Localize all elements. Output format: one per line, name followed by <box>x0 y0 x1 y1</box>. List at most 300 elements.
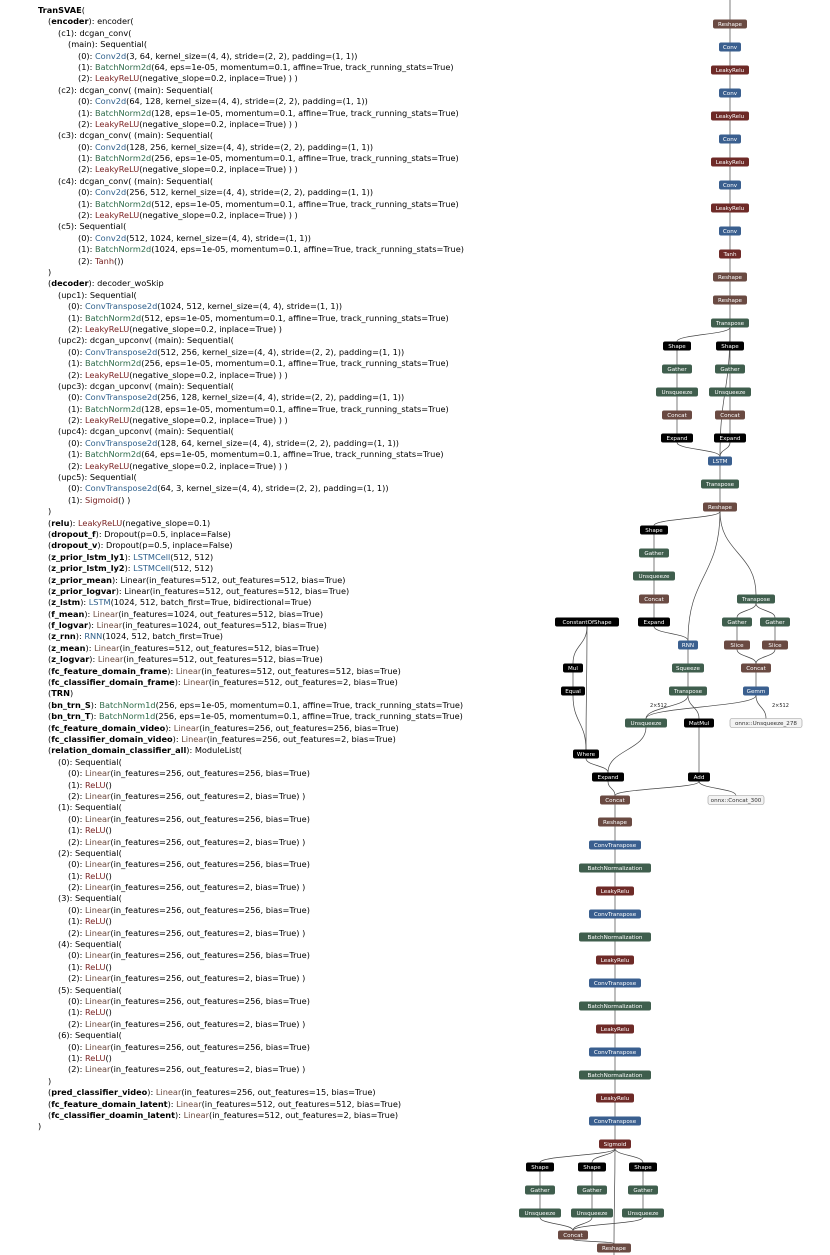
graph-node-gemm <box>743 687 769 696</box>
graph-node-convtranspose <box>589 910 641 919</box>
node-label: Gather <box>644 550 664 557</box>
node-label: Gather <box>765 619 785 626</box>
code-token: (3, 64, kernel_size=(4, 4), stride=(2, 2), padding=(1, 1)) <box>126 50 358 61</box>
code-token: (512, 512) <box>170 563 214 574</box>
code-token: (0): <box>78 232 95 243</box>
code-token: (c4): dcgan_conv( (main): Sequential( <box>58 175 214 186</box>
code-token: ): Dropout(p=0.5, inplace=False) <box>97 540 233 551</box>
code-token: ): <box>84 608 93 619</box>
code-token: (1024, 512, batch_first=True) <box>102 631 224 642</box>
code-token: () ) <box>118 494 131 505</box>
code-token: ReLU <box>84 779 106 790</box>
graph-node-unsqueeze <box>622 1209 664 1218</box>
node-label: LeakyRelu <box>715 205 745 212</box>
code-token: ): <box>124 551 134 562</box>
code-token: (64, eps=1e-05, momentum=0.1, affine=True, track_running_stats=True) <box>141 449 444 460</box>
code-token: BatchNorm2d <box>84 449 142 460</box>
node-label: Squeeze <box>676 665 700 672</box>
code-token: ( <box>48 540 52 551</box>
node-label: Gather <box>720 366 740 373</box>
code-token: BatchNorm2d <box>94 198 152 209</box>
graph-edge <box>615 782 699 796</box>
node-label: Shape <box>583 1164 601 1171</box>
code-token: ReLU <box>84 1052 106 1063</box>
code-token: Linear <box>175 665 202 676</box>
graph-node-expand <box>638 618 670 627</box>
graph-node-unsqueeze <box>633 572 675 581</box>
code-token: (2): <box>68 790 85 801</box>
code-token: ( <box>48 551 52 562</box>
node-label: Transpose <box>741 596 771 603</box>
graph-node-leakyrelu <box>711 66 749 75</box>
code-token: z_prior_lstm_ly1 <box>51 551 125 562</box>
code-token: dropout_v <box>51 540 98 551</box>
graph-node-mul <box>563 664 583 673</box>
code-token: (0): <box>68 437 85 448</box>
graph-node-shape <box>629 1163 657 1172</box>
node-label: Concat <box>605 797 625 804</box>
graph-node-gather <box>639 549 669 558</box>
code-token: Conv2d <box>94 96 127 107</box>
code-token: ( <box>48 631 52 642</box>
code-token: ): encoder( <box>88 16 134 27</box>
node-label: ConvTranspose <box>593 980 637 987</box>
code-token: (4): Sequential( <box>58 939 122 950</box>
node-label: Shape <box>531 1164 549 1171</box>
code-token: (in_features=256, out_features=256, bias=True) <box>110 995 310 1006</box>
code-token: (in_features=1024, out_features=512, bias=True) <box>122 620 327 631</box>
graph-node-matmul <box>684 719 714 728</box>
code-token: () <box>105 1052 112 1063</box>
code-token: ( <box>48 1109 52 1120</box>
code-token: (1): <box>78 244 95 255</box>
code-token: ): decoder_woSkip <box>88 278 164 289</box>
output-label: onnx::Unsqueeze_278 <box>735 720 797 727</box>
graph-edge <box>756 604 775 618</box>
graph-node-conv <box>719 89 741 98</box>
code-token: (negative_slope=0.2, inplace=True) ) ) <box>139 118 298 129</box>
code-token: (512, 1024, kernel_size=(4, 4), stride=(1, 1)) <box>126 232 311 243</box>
code-token: (in_features=256, out_features=256, bias=True) <box>110 950 310 961</box>
graph-node-reshape <box>713 273 747 282</box>
code-token: fc_feature_domain_video <box>51 722 166 733</box>
code-token: BatchNorm2d <box>84 312 142 323</box>
graph-node-concat <box>662 411 692 420</box>
code-token: ( <box>48 1098 52 1109</box>
code-token: z_prior_lstm_ly2 <box>51 563 125 574</box>
code-token: ( <box>48 711 52 722</box>
code-token: (in_features=512, out_features=512, bias=True) <box>201 1098 402 1109</box>
code-token: BatchNorm1d <box>99 699 156 710</box>
node-label: Reshape <box>602 1245 626 1252</box>
node-label: Conv <box>722 90 738 97</box>
code-token: ()) <box>114 255 124 266</box>
node-label: Slice <box>768 642 782 649</box>
node-label: Gather <box>727 619 747 626</box>
graph-node-rnn <box>678 641 698 650</box>
code-token: (0): <box>68 813 85 824</box>
node-label: LeakyRelu <box>715 159 745 166</box>
node-label: ConvTranspose <box>593 1049 637 1056</box>
code-token: (512, 512) <box>170 551 214 562</box>
graph-edge <box>540 1218 573 1231</box>
code-token: (negative_slope=0.2, inplace=True) ) ) <box>139 164 298 175</box>
node-label: Unsqueeze <box>638 573 670 580</box>
code-token: (in_features=256, out_features=2, bias=True) ) <box>110 836 306 847</box>
code-token: ( <box>48 699 52 710</box>
graph-node-gather <box>715 365 745 374</box>
code-token: Conv2d <box>94 50 127 61</box>
code-token: LeakyReLU <box>94 73 140 84</box>
code-token: Linear <box>84 950 111 961</box>
graph-node-reshape <box>703 503 737 512</box>
code-token: Linear <box>84 1018 111 1029</box>
graph-edge <box>688 512 720 641</box>
node-label: Unsqueeze <box>714 389 746 396</box>
code-token: (negative_slope=0.2, inplace=True) ) ) <box>139 73 298 84</box>
code-token: (0): <box>68 392 85 403</box>
graph-node-leakyrelu <box>711 112 749 121</box>
graph-node-concat <box>715 411 745 420</box>
node-label: Conv <box>722 136 738 143</box>
graph-node-gather <box>577 1186 607 1195</box>
code-token: Conv2d <box>94 141 127 152</box>
code-token: (in_features=256, out_features=2, bias=True) ) <box>110 882 306 893</box>
code-token: relation_domain_classifier_all <box>51 745 187 756</box>
graph-edge <box>756 696 766 719</box>
graph-edge <box>699 782 736 796</box>
code-token: (in_features=256, out_features=2, bias=True) ) <box>110 790 306 801</box>
code-token: Linear <box>176 1098 202 1109</box>
code-token: LeakyReLU <box>84 460 130 471</box>
code-token: ): <box>89 654 98 665</box>
code-token: bn_trn_S <box>51 699 91 710</box>
code-token: (128, eps=1e-05, momentum=0.1, affine=True, track_running_stats=True) <box>141 403 449 414</box>
code-token: ( <box>48 278 52 289</box>
code-token: ) <box>69 688 74 699</box>
code-token: ( <box>48 528 52 539</box>
graph-node-gather <box>722 618 752 627</box>
node-label: LeakyRelu <box>715 113 745 120</box>
node-label: Gather <box>633 1187 653 1194</box>
node-label: Add <box>693 774 705 781</box>
code-token: ): <box>172 734 182 744</box>
code-token: LeakyReLU <box>84 415 130 426</box>
node-label: BatchNormalization <box>587 865 643 872</box>
code-token: ( <box>48 654 52 665</box>
code-token: (negative_slope=0.1) <box>122 517 211 528</box>
node-label: Concat <box>644 596 664 603</box>
graph-edge <box>756 650 775 664</box>
node-label: Concat <box>720 412 740 419</box>
code-token: Linear <box>84 1064 111 1075</box>
code-token: ): <box>90 711 100 722</box>
code-token: ( <box>48 722 52 733</box>
code-token: Linear <box>84 882 111 893</box>
node-label: Concat <box>746 665 766 672</box>
node-label: BatchNormalization <box>587 934 643 941</box>
code-token: (in_features=512, out_features=2, bias=True) <box>208 677 398 688</box>
code-token: Linear <box>92 608 119 619</box>
code-token: (in_features=256, out_features=256, bias=True) <box>110 768 310 779</box>
code-token: BatchNorm2d <box>84 403 142 414</box>
code-token: (1): <box>68 825 85 836</box>
graph-node-unsqueeze <box>519 1209 561 1218</box>
graph-node-expand <box>661 434 693 443</box>
node-label: Expand <box>643 619 665 626</box>
node-label: ConstantOfShape <box>562 619 612 626</box>
code-token: (512, 256, kernel_size=(4, 4), stride=(2, 2), padding=(1, 1)) <box>157 346 405 357</box>
node-label: Transpose <box>715 320 745 327</box>
graph-edge <box>654 512 720 526</box>
graph-node-reshape <box>597 1244 631 1253</box>
code-token: (2): <box>68 460 85 471</box>
code-token: (0): <box>68 483 85 494</box>
code-token: BatchNorm2d <box>94 153 152 164</box>
code-token: fc_classifier_domain_video <box>51 734 173 744</box>
code-token: ConvTranspose2d <box>84 301 158 312</box>
code-token: ReLU <box>84 870 106 881</box>
code-token: (3): Sequential( <box>58 893 122 904</box>
code-token: encoder <box>51 16 89 27</box>
code-token: (in_features=256, out_features=15, bias=True) <box>181 1087 376 1098</box>
code-token: (0): <box>68 1041 85 1052</box>
graph-node-conv <box>719 227 741 236</box>
code-token: (1): <box>68 779 85 790</box>
graph-node-concat <box>558 1231 588 1240</box>
code-token: (in_features=256, out_features=2, bias=True) ) <box>110 973 306 984</box>
graph-edge <box>608 782 615 796</box>
node-label: LeakyRelu <box>600 957 630 964</box>
code-token: LeakyReLU <box>78 517 123 528</box>
code-token: (256, 512, kernel_size=(4, 4), stride=(2, 2), padding=(1, 1)) <box>126 187 374 198</box>
code-token: () <box>105 916 112 927</box>
graph-node-unsqueeze <box>656 388 698 397</box>
node-label: BatchNormalization <box>587 1003 643 1010</box>
graph-node-leakyrelu <box>596 1094 634 1103</box>
code-token: (128, 256, kernel_size=(4, 4), stride=(2, 2), padding=(1, 1)) <box>126 141 374 152</box>
code-token: (1024, 512, kernel_size=(4, 4), stride=(1, 1)) <box>157 301 343 312</box>
node-label: Conv <box>722 44 738 51</box>
code-token: ConvTranspose2d <box>84 483 158 494</box>
graph-node-batchnormalization <box>579 1071 651 1080</box>
graph-node-where <box>573 750 599 759</box>
graph-output-node <box>708 796 764 805</box>
code-token: (in_features=512, out_features=512, bias=True) <box>201 665 401 676</box>
node-label: Expand <box>597 774 619 781</box>
code-token: (1024, eps=1e-05, momentum=0.1, affine=True, track_running_stats=True) <box>151 244 464 255</box>
graph-node-reshape <box>598 818 632 827</box>
code-token: fc_classifier_doamin_latent <box>51 1109 176 1120</box>
code-token: ( <box>81 5 85 15</box>
code-token: ( <box>48 688 52 699</box>
code-token: ): <box>167 1098 177 1109</box>
graph-node-slice <box>724 641 750 650</box>
graph-node-shape <box>663 342 691 351</box>
node-label: RNN <box>681 642 695 649</box>
graph-node-constantofshape <box>555 618 619 627</box>
code-token: ): <box>90 699 100 710</box>
code-token: (0): <box>78 96 95 107</box>
code-token: (in_features=512, out_features=512, bias=True) <box>123 654 323 665</box>
code-token: Linear <box>181 734 207 744</box>
code-token: ReLU <box>84 1007 106 1018</box>
code-token: LSTMCell <box>133 563 171 574</box>
code-token: ) <box>48 1075 52 1086</box>
code-token: (c3): dcgan_conv( (main): Sequential( <box>58 130 214 141</box>
graph-node-shape <box>578 1163 606 1172</box>
code-token: (in_features=512, out_features=512, bias=True) <box>119 642 320 653</box>
graph-node-convtranspose <box>589 841 641 850</box>
code-token: (1): <box>68 358 85 369</box>
code-token: (negative_slope=0.2, inplace=True) ) <box>129 323 282 334</box>
node-label: ConvTranspose <box>593 842 637 849</box>
node-label: Sigmoid <box>603 1141 627 1148</box>
code-token: (0): <box>68 995 85 1006</box>
code-token: ( <box>48 1087 52 1098</box>
code-token: (0): <box>68 950 85 961</box>
graph-node-reshape <box>713 20 747 29</box>
graph-node-gather <box>525 1186 555 1195</box>
code-token: (in_features=256, out_features=256, bias=True) <box>110 904 310 915</box>
code-token: ): <box>88 620 97 631</box>
code-token: (in_features=512, out_features=2, bias=True) <box>209 1109 399 1120</box>
code-token: (256, eps=1e-05, momentum=0.1, affine=True, track_running_stats=True) <box>141 358 449 369</box>
code-token: (main): Sequential( <box>68 39 148 50</box>
code-token: Conv2d <box>94 232 127 243</box>
code-token: ): Dropout(p=0.5, inplace=False) <box>95 528 231 539</box>
code-token: (1): <box>68 312 85 323</box>
code-token: (1): <box>68 494 85 505</box>
code-token: (negative_slope=0.2, inplace=True) ) ) <box>139 210 298 221</box>
edge-shape-label: 2×512 <box>650 703 667 709</box>
code-token: bn_trn_T <box>51 711 91 722</box>
code-token: Linear <box>84 790 111 801</box>
graph-node-gather <box>628 1186 658 1195</box>
node-label: Transpose <box>705 481 735 488</box>
code-token: (0): <box>78 50 95 61</box>
code-token: ): <box>167 665 176 676</box>
code-token: ): <box>69 517 78 528</box>
code-token: () <box>105 870 112 881</box>
node-label: Mul <box>568 665 578 672</box>
code-token: (in_features=256, out_features=2, bias=True) ) <box>110 927 306 938</box>
code-token: Conv2d <box>94 187 127 198</box>
code-token: BatchNorm2d <box>94 107 152 118</box>
code-token: (c1): dcgan_conv( <box>58 27 132 38</box>
graph-node-batchnormalization <box>579 933 651 942</box>
code-token: (0): <box>68 904 85 915</box>
code-token: (1): <box>78 107 95 118</box>
graph-edge <box>654 627 688 641</box>
code-token: (1): <box>68 403 85 414</box>
code-token: (1): <box>68 1052 85 1063</box>
graph-node-gather <box>760 618 790 627</box>
code-token: TranSVAE <box>38 5 82 15</box>
code-token: BatchNorm2d <box>94 244 152 255</box>
output-label: onnx::Concat_300 <box>710 797 762 804</box>
code-token: (512, eps=1e-05, momentum=0.1, affine=True, track_running_stats=True) <box>141 312 449 323</box>
code-token: z_lstm <box>51 597 81 608</box>
code-token: z_prior_logvar <box>51 585 116 596</box>
code-token: (2): <box>68 369 85 380</box>
graph-edge <box>615 1149 643 1163</box>
node-label: Conv <box>722 182 738 189</box>
node-label: Unsqueeze <box>661 389 693 396</box>
graph-edge <box>573 1240 614 1244</box>
code-token: ( <box>48 677 52 688</box>
code-token: ConvTranspose2d <box>84 392 158 403</box>
code-token: (in_features=256, out_features=256, bias=True) <box>110 813 310 824</box>
node-label: Expand <box>666 435 688 442</box>
code-token: Linear <box>84 859 111 870</box>
code-token: (upc1): Sequential( <box>58 289 137 300</box>
graph-node-unsqueeze <box>709 388 751 397</box>
node-label: Transpose <box>673 688 703 695</box>
code-token: Linear <box>84 904 111 915</box>
code-token: Linear <box>84 813 111 824</box>
code-token: Tanh <box>94 255 115 266</box>
code-token: (2): <box>68 1018 85 1029</box>
code-token: (in_features=256, out_features=256, bias=True) <box>110 1041 310 1052</box>
graph-node-batchnormalization <box>579 1002 651 1011</box>
code-token: z_prior_mean <box>51 574 112 585</box>
node-label: Unsqueeze <box>524 1210 556 1217</box>
code-token: Linear <box>97 654 124 665</box>
code-token: (512, eps=1e-05, momentum=0.1, affine=True, track_running_stats=True) <box>151 198 459 209</box>
code-token: ): ModuleList( <box>186 745 243 756</box>
node-label: BatchNormalization <box>587 1072 643 1079</box>
code-token: (2): <box>78 164 95 175</box>
node-label: Reshape <box>708 504 732 511</box>
code-token: BatchNorm2d <box>94 61 152 72</box>
graph-node-unsqueeze <box>625 719 667 728</box>
code-token: Linear <box>96 620 123 631</box>
graph-node-shape <box>526 1163 554 1172</box>
code-token: ( <box>48 620 52 631</box>
code-token: Linear <box>183 1109 210 1120</box>
code-token: (128, 64, kernel_size=(4, 4), stride=(2, 2), padding=(1, 1)) <box>157 437 399 448</box>
code-token: LeakyReLU <box>84 369 130 380</box>
code-token: (1): <box>68 1007 85 1018</box>
graph-node-conv <box>719 43 741 52</box>
graph-node-equal <box>561 687 585 696</box>
code-token: LeakyReLU <box>94 164 140 175</box>
code-token: Linear <box>84 1041 111 1052</box>
graph-edge <box>608 728 646 773</box>
node-label: Unsqueeze <box>630 720 662 727</box>
graph-node-transpose <box>701 480 739 489</box>
graph-node-add <box>688 773 710 782</box>
code-token: (1): Sequential( <box>58 802 122 813</box>
graph-node-lstm <box>708 457 732 466</box>
code-token: Linear <box>173 722 200 733</box>
code-token: (1): <box>68 870 85 881</box>
code-token: LeakyReLU <box>84 323 130 334</box>
graph-node-convtranspose <box>589 1048 641 1057</box>
code-token: (upc3): dcgan_upconv( (main): Sequential( <box>58 380 234 391</box>
code-token: (negative_slope=0.2, inplace=True) ) ) <box>129 415 288 426</box>
graph-node-concat <box>600 796 630 805</box>
code-token: (0): Sequential( <box>58 756 122 767</box>
code-token: () <box>105 825 112 836</box>
code-token: BatchNorm2d <box>84 358 142 369</box>
graph-node-shape <box>716 342 744 351</box>
graph-node-expand <box>714 434 746 443</box>
code-token: ): <box>165 722 174 733</box>
node-label: Tanh <box>723 251 737 258</box>
code-token: (256, eps=1e-05, momentum=0.1, affine=True, track_running_stats=True) <box>155 711 463 722</box>
